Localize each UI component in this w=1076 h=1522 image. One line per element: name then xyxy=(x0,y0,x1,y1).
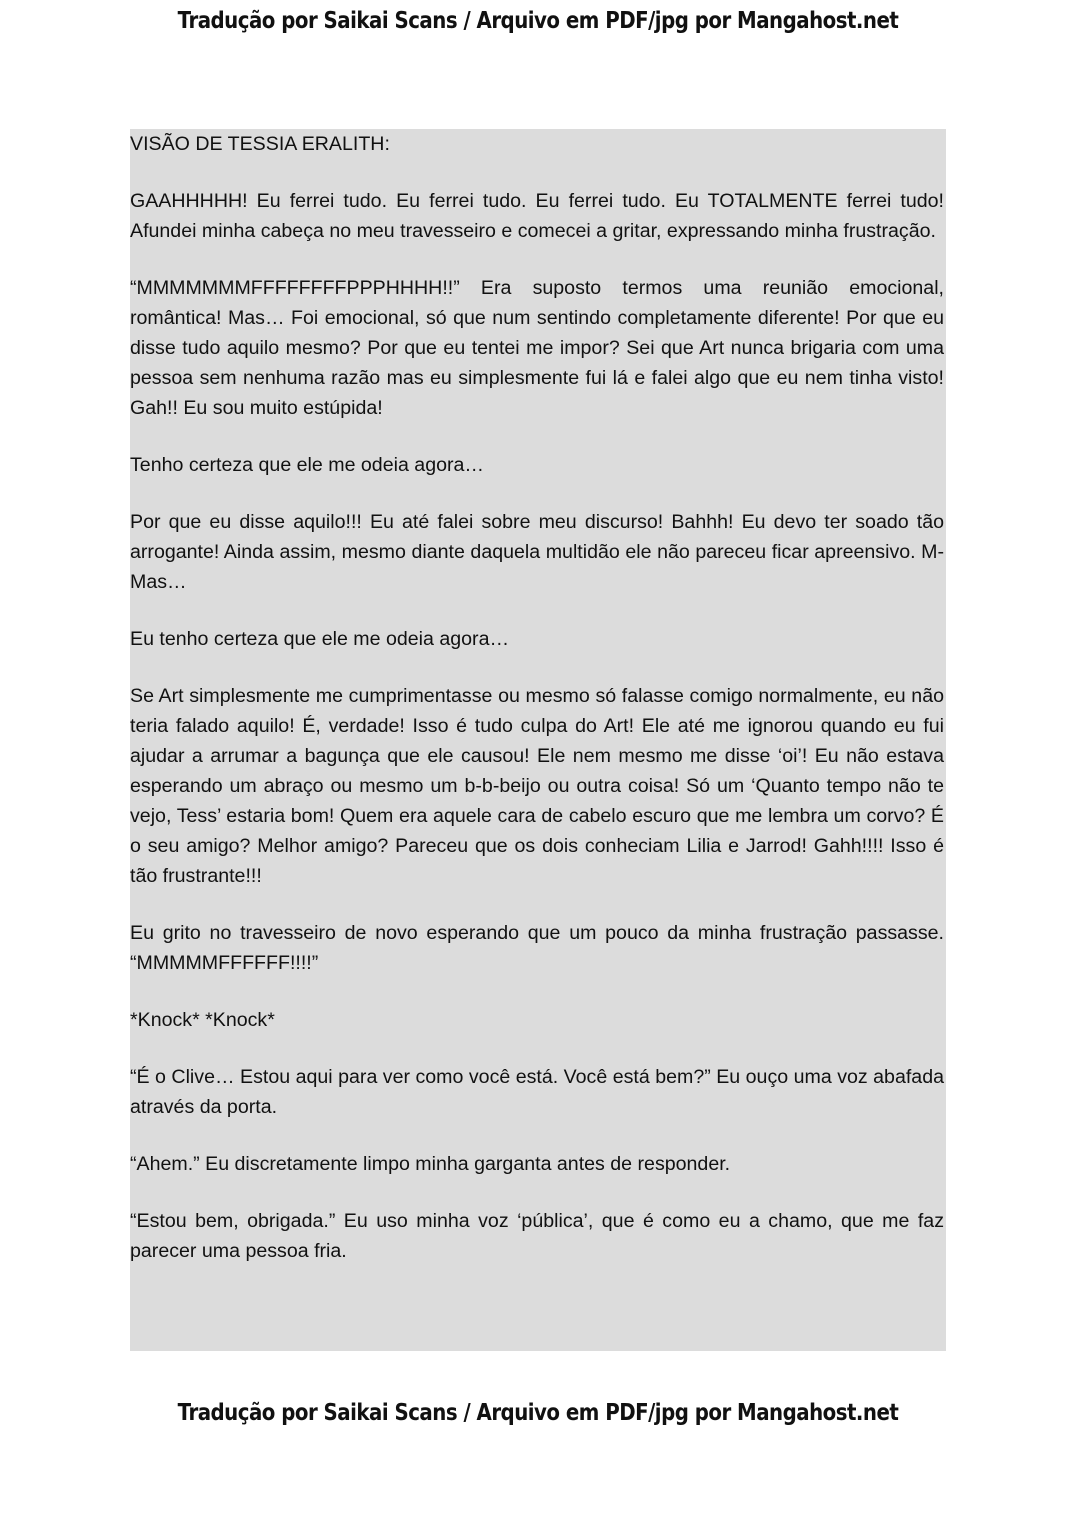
document-body xyxy=(130,129,944,1293)
paragraph: Tenho certeza que ele me odeia agora… xyxy=(130,454,485,476)
paragraph: “É o Clive… Estou aqui para ver como você está. Você está bem?” Eu ouço uma voz abafada através da porta. xyxy=(130,1066,944,1118)
paragraph: Se Art simplesmente me cumprimentasse ou mesmo só falasse comigo normalmente, eu não teria falado aquilo! É, verdade! Isso é tudo culpa do Art! Ele até me ignorou quando eu fui ajudar a arrumar a bagunça que ele causou! Ele nem mesmo me disse ‘oi’! Eu não estava esperando um abraço ou mesmo um b-b-beijo ou outra coisa! Só um ‘Quanto tempo não te vejo, Tess’ estaria bom! Quem era aquele cara de cabelo escuro que me lembra um corvo? É o seu amigo? Melhor amigo? Pareceu que os dois conheciam Lilia e Jarrod! Gahh!!!! Isso é tão frustrante!!! xyxy=(130,685,944,887)
paragraph: Eu grito no travesseiro de novo esperando que um pouco da minha frustração passasse. “MMMMMFFFFFF!!!!” xyxy=(130,922,944,974)
paragraph: “Estou bem, obrigada.” Eu uso minha voz ‘pública’, que é como eu a chamo, que me faz parecer uma pessoa fria. xyxy=(130,1210,944,1262)
header-banner: Tradução por Saikai Scans / Arquivo em PDF/jpg por Mangahost.net xyxy=(177,8,899,34)
paragraph: Por que eu disse aquilo!!! Eu até falei sobre meu discurso! Bahhh! Eu devo ter soado tão arrogante! Ainda assim, mesmo diante daquela multidão ele não pareceu ficar apreensivo. M-Mas… xyxy=(130,511,944,593)
footer-banner: Tradução por Saikai Scans / Arquivo em PDF/jpg por Mangahost.net xyxy=(177,1400,899,1426)
paragraph: “MMMMMMMFFFFFFFFPPPHHHH!!” Era suposto termos uma reunião emocional, romântica! Mas… Foi emocional, só que num sentindo completamente diferente! Por que eu disse tudo aquilo mesmo? Por que eu tentei me impor? Sei que Art nunca brigaria com uma pessoa sem nenhuma razão mas eu simplesmente fui lá e falei algo que eu nem tinha visto! Gah!! Eu sou muito estúpida! xyxy=(130,277,944,419)
section-heading: VISÃO DE TESSIA ERALITH: xyxy=(130,133,390,155)
paragraph: GAAHHHHH! Eu ferrei tudo. Eu ferrei tudo. Eu ferrei tudo. Eu TOTALMENTE ferrei tudo! Afundei minha cabeça no meu travesseiro e comecei a gritar, expressando minha frustração. xyxy=(130,190,944,242)
paragraph: Eu tenho certeza que ele me odeia agora… xyxy=(130,628,510,650)
paragraph: *Knock* *Knock* xyxy=(130,1009,275,1031)
paragraph: “Ahem.” Eu discretamente limpo minha garganta antes de responder. xyxy=(130,1153,731,1175)
